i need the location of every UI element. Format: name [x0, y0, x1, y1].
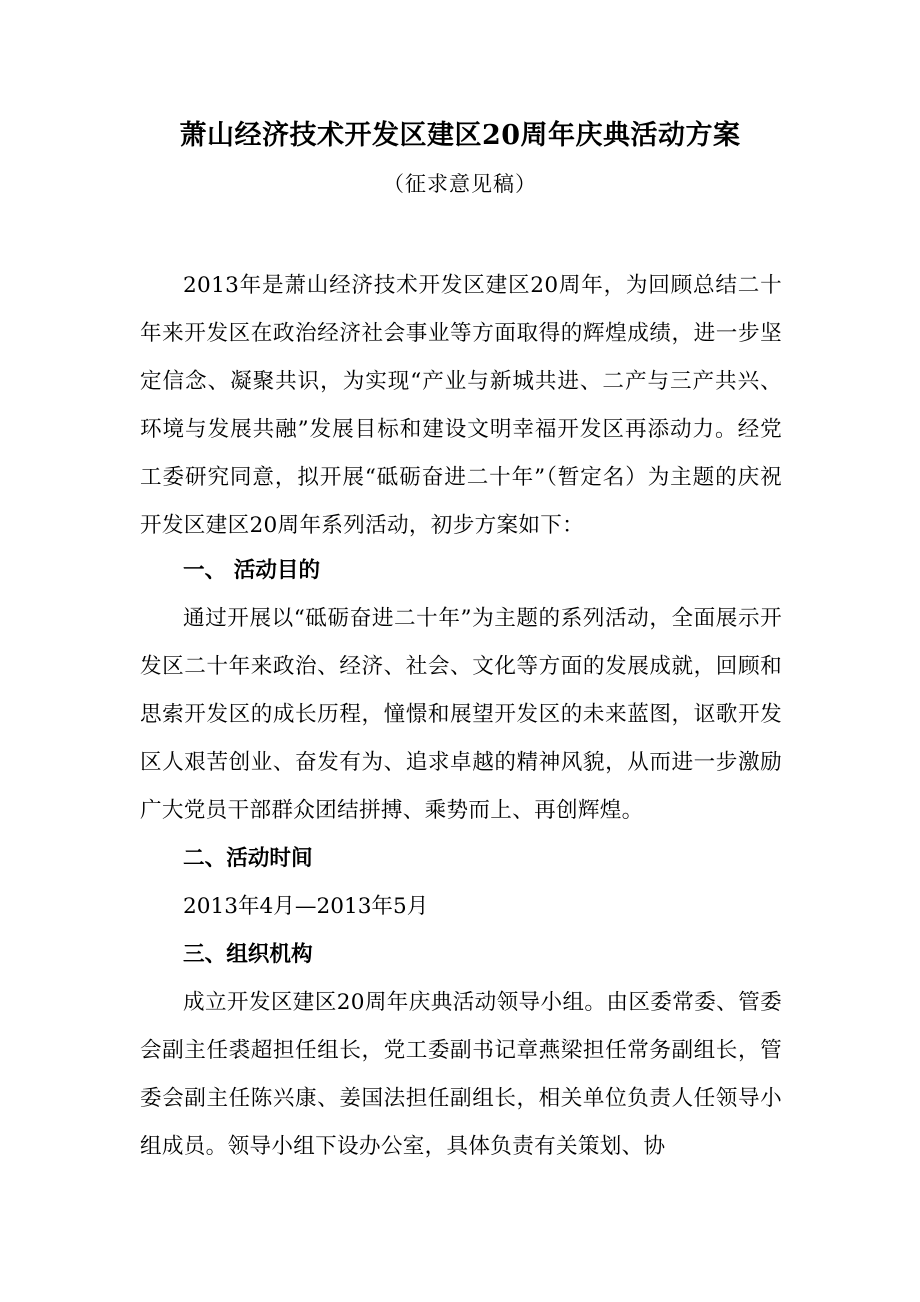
section-heading-organization: 三、组织机构 [183, 942, 313, 967]
document-title: 萧山经济技术开发区建区20周年庆典活动方案 [179, 120, 741, 151]
time-paragraph: 2013年4月—2013年5月 [183, 894, 429, 919]
organization-paragraph: 成立开发区建区20周年庆典活动领导小组。由区委常委、管委会副主任裘超担任组长，党工委副书记章燕梁担任常务副组长，管委会副主任陈兴康、姜国法担任副组长，相关单位负责人任领导小组成员。领导小组下设办公室，具体负责有关策划、协 [140, 990, 782, 1159]
section-heading-purpose: 一、 活动目的 [183, 558, 321, 583]
intro-paragraph: 2013年是萧山经济技术开发区建区20周年，为回顾总结二十年来开发区在政治经济社会事业等方面取得的辉煌成绩，进一步坚定信念、凝聚共识，为实现“产业与新城共进、二产与三产共兴、环境与发展共融”发展目标和建设文明幸福开发区再添动力。经党工委研究同意，拟开展“砥砺奋进二十年”（暂定名）为主题的庆祝开发区建区20周年系列活动，初步方案如下： [140, 273, 782, 538]
section-heading-time: 二、活动时间 [183, 846, 313, 871]
document-subtitle: （征求意见稿） [383, 172, 537, 196]
purpose-paragraph: 通过开展以“砥砺奋进二十年”为主题的系列活动，全面展示开发区二十年来政治、经济、社会、文化等方面的发展成就，回顾和思索开发区的成长历程，憧憬和展望开发区的未来蓝图，讴歌开发区人艰苦创业、奋发有为、追求卓越的精神风貌，从而进一步激励广大党员干部群众团结拼搏、乘势而上、再创辉煌。 [140, 606, 782, 823]
